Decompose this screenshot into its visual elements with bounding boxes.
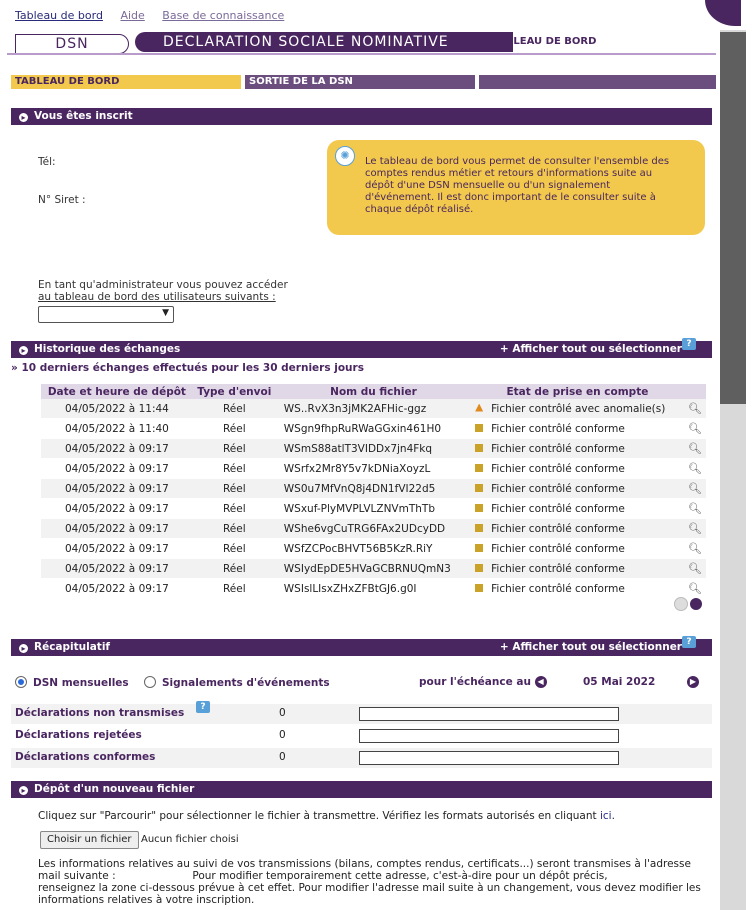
table-header-row: [41, 384, 706, 399]
upload-instructions: Cliquez sur "Parcourir" pour sélectionner le fichier à transmettre. Vérifiez les formats autorisés en cliquant ici.: [38, 810, 615, 822]
tab-dashboard[interactable]: TABLEAU DE BORD: [11, 75, 241, 89]
tab-bar: [11, 75, 716, 89]
page: [7, 26, 716, 910]
cell-date: 04/05/2022 à 11:44: [41, 399, 193, 419]
status-text: Fichier contrôlé conforme: [491, 422, 625, 435]
recap-label: Déclarations conformes: [15, 751, 156, 763]
check-icon: [475, 424, 483, 432]
chevron-down-icon: ▼: [162, 308, 169, 318]
cell-action: [684, 439, 706, 459]
magnifier-icon[interactable]: 🔍︎: [687, 562, 702, 575]
radio-unselected[interactable]: [144, 676, 156, 688]
deadline-label: [419, 676, 547, 688]
cell-type: Réel: [193, 479, 276, 499]
cell-filename: WSIslLIsxZHxZFBtGJ6.g0I: [276, 579, 471, 599]
progress-bar: [359, 729, 619, 743]
cell-status: [471, 399, 684, 419]
check-icon: [475, 544, 483, 552]
radio-selected[interactable]: [15, 676, 27, 688]
cell-status: [471, 519, 684, 539]
header-section-label: TABLEAU DE BORD: [492, 36, 597, 47]
cell-action: [684, 579, 706, 599]
info-text: Le tableau de bord vous permet de consulter l'ensemble des comptes rendus métier et retours d'informations suite au dépôt d'une DSN mensuelle ou d'un signalement d'événement. Il est donc important de le consulter suite à chaque dépôt réalisé.: [365, 156, 670, 215]
help-icon[interactable]: ?: [682, 636, 696, 648]
magnifier-icon[interactable]: 🔍︎: [687, 502, 702, 515]
table-row: [41, 439, 706, 459]
recap-value: 0: [279, 707, 286, 719]
radio-dsn-monthly[interactable]: [15, 676, 129, 689]
table-row: [41, 519, 706, 539]
cell-date: 04/05/2022 à 09:17: [41, 459, 193, 479]
upload-instructions-text: Cliquez sur "Parcourir" pour sélectionner le fichier à transmettre. Vérifiez les formats autorisés en cliquant: [38, 810, 597, 822]
status-text: Fichier contrôlé conforme: [491, 462, 625, 475]
section-recap-header: [11, 639, 712, 656]
recap-label: Déclarations rejetées: [15, 729, 142, 741]
status-text: Fichier contrôlé conforme: [491, 522, 625, 535]
cell-filename: WSfZCPocBHVT56B5KzR.RiY: [276, 539, 471, 559]
cell-date: 04/05/2022 à 09:17: [41, 499, 193, 519]
bullet-icon: ▸: [19, 644, 28, 653]
magnifier-icon[interactable]: 🔍︎: [687, 542, 702, 555]
cell-filename: WSrfx2Mr8Y5v7kDNiaXoyzL: [276, 459, 471, 479]
cell-status: [471, 539, 684, 559]
section-title: Dépôt d'un nouveau fichier: [34, 783, 195, 795]
cell-date: 04/05/2022 à 09:17: [41, 579, 193, 599]
cell-type: Réel: [193, 519, 276, 539]
cell-type: Réel: [193, 559, 276, 579]
user-select[interactable]: [38, 306, 174, 323]
radio-events[interactable]: [144, 676, 330, 689]
header-divider: [7, 53, 716, 55]
cell-type: Réel: [193, 499, 276, 519]
cell-action: [684, 479, 706, 499]
cell-type: Réel: [193, 439, 276, 459]
deadline-date: 05 Mai 2022: [583, 676, 656, 688]
status-text: Fichier contrôlé avec anomalie(s): [491, 402, 666, 415]
cell-date: 04/05/2022 à 11:40: [41, 419, 193, 439]
cell-status: [471, 559, 684, 579]
recap-label: Déclarations non transmises: [15, 707, 185, 719]
admin-text-line-2: au tableau de bord des utilisateurs suivants :: [38, 291, 276, 303]
cell-status: [471, 439, 684, 459]
cell-action: [684, 459, 706, 479]
bullet-icon: ▸: [19, 786, 28, 795]
email-info-line: informations relatives à votre inscription.: [38, 894, 255, 906]
help-icon[interactable]: ?: [682, 338, 696, 350]
cell-type: Réel: [193, 419, 276, 439]
app-title: DECLARATION SOCIALE NOMINATIVE: [135, 32, 513, 52]
magnifier-icon[interactable]: 🔍︎: [687, 582, 702, 595]
recap-row-not-sent: [11, 704, 712, 724]
history-subtitle: » 10 derniers échanges effectués pour les 30 derniers jours: [11, 362, 364, 374]
cell-status: [471, 499, 684, 519]
check-icon: [475, 504, 483, 512]
status-text: Fichier contrôlé conforme: [491, 542, 625, 555]
cell-filename: WSIydEpDE5HVaGCBRNUQmN3: [276, 559, 471, 579]
no-file-label: Aucun fichier choisi: [141, 834, 239, 845]
next-page-icon[interactable]: [690, 598, 702, 610]
cell-filename: WS..RvX3n3jMK2AFHic-ggz: [276, 399, 471, 419]
magnifier-icon[interactable]: 🔍︎: [687, 402, 702, 415]
next-deadline: [687, 676, 699, 688]
col-header-date: Date et heure de dépôt: [41, 384, 193, 399]
email-info-line: renseignez la zone ci-dessous prévue à cet effet. Pour modifier l'adresse mail suite à un changement, vous devez modifier les: [38, 882, 701, 894]
magnifier-icon[interactable]: 🔍︎: [687, 462, 702, 475]
bullet-icon: ▸: [19, 113, 28, 122]
show-all-button[interactable]: + Afficher tout ou sélectionner: [499, 641, 682, 653]
check-icon: [475, 564, 483, 572]
bullet-icon: ▸: [19, 346, 28, 355]
section-history-header: [11, 341, 712, 358]
top-navigation: [15, 9, 298, 22]
radio-label: Signalements d'événements: [162, 677, 330, 689]
pager: [672, 597, 702, 611]
cell-filename: WSgn9fhpRuRWaGGxin461H0: [276, 419, 471, 439]
table-row: [41, 399, 706, 419]
cell-date: 04/05/2022 à 09:17: [41, 479, 193, 499]
cell-action: [684, 519, 706, 539]
col-header-file: Nom du fichier: [276, 384, 471, 399]
lightbulb-icon: ✺: [335, 146, 355, 166]
warning-icon: [475, 404, 483, 412]
magnifier-icon[interactable]: 🔍︎: [687, 522, 702, 535]
app-logo-short: DSN: [15, 34, 129, 54]
cell-action: [684, 539, 706, 559]
section-title: Récapitulatif: [34, 641, 110, 653]
formats-link[interactable]: ici: [599, 810, 612, 822]
section-title: Historique des échanges: [34, 343, 181, 355]
cell-type: Réel: [193, 539, 276, 559]
recap-row-compliant: [11, 748, 712, 768]
history-table: [41, 384, 706, 599]
email-info-line: Les informations relatives au suivi de vos transmissions (bilans, comptes rendus, certificats...) seront transmises à l'adresse: [38, 858, 691, 870]
section-registered-header: [11, 108, 712, 125]
recap-row-rejected: [11, 726, 712, 746]
status-text: Fichier contrôlé conforme: [491, 582, 625, 595]
cell-type: Réel: [193, 459, 276, 479]
tab-empty: [479, 75, 716, 89]
tel-label: Tél:: [38, 156, 56, 168]
prev-page-icon[interactable]: [674, 597, 688, 611]
tab-exit-dsn[interactable]: SORTIE DE LA DSN: [245, 75, 475, 89]
cell-status: [471, 459, 684, 479]
cell-status: [471, 479, 684, 499]
cell-action: [684, 559, 706, 579]
table-row: [41, 539, 706, 559]
radio-label: DSN mensuelles: [33, 677, 129, 689]
progress-bar: [359, 751, 619, 765]
info-box: [327, 140, 705, 235]
cell-date: 04/05/2022 à 09:17: [41, 439, 193, 459]
cell-action: [684, 399, 706, 419]
prev-deadline-icon[interactable]: ◀: [535, 676, 547, 688]
nav-link-help[interactable]: Aide: [120, 9, 145, 22]
col-header-action: [684, 384, 706, 399]
table-row: [41, 479, 706, 499]
table-row: [41, 579, 706, 599]
check-icon: [475, 444, 483, 452]
show-all-button[interactable]: + Afficher tout ou sélectionner: [499, 343, 682, 355]
table-row: [41, 499, 706, 519]
status-text: Fichier contrôlé conforme: [491, 562, 625, 575]
scrollbar-thumb[interactable]: [720, 32, 746, 404]
help-icon[interactable]: ?: [196, 701, 210, 713]
nav-link-knowledge-base[interactable]: Base de connaissance: [162, 9, 285, 22]
check-icon: [475, 484, 483, 492]
status-text: Fichier contrôlé conforme: [491, 502, 625, 515]
email-info-paragraph: [38, 858, 708, 906]
siret-label: N° Siret :: [38, 194, 86, 206]
check-icon: [475, 584, 483, 592]
col-header-status: Etat de prise en compte: [471, 384, 684, 399]
check-icon: [475, 524, 483, 532]
cell-status: [471, 579, 684, 599]
deadline-label-text: pour l'échéance au: [419, 676, 531, 688]
recap-value: 0: [279, 729, 286, 741]
admin-text-line-1: En tant qu'administrateur vous pouvez accéder: [38, 279, 288, 291]
table-row: [41, 459, 706, 479]
cell-date: 04/05/2022 à 09:17: [41, 519, 193, 539]
nav-link-dashboard[interactable]: Tableau de bord: [15, 9, 103, 22]
cell-date: 04/05/2022 à 09:17: [41, 539, 193, 559]
check-icon: [475, 464, 483, 472]
cell-status: [471, 419, 684, 439]
table-row: [41, 559, 706, 579]
next-deadline-icon[interactable]: ▶: [687, 676, 699, 688]
choose-file-button[interactable]: Choisir un fichier: [40, 831, 139, 849]
cell-filename: WShe6vgCuTRG6FAx2UDcyDD: [276, 519, 471, 539]
cell-type: Réel: [193, 579, 276, 599]
status-text: Fichier contrôlé conforme: [491, 482, 625, 495]
app-header: [7, 32, 716, 54]
col-header-type: Type d'envoi: [193, 384, 276, 399]
corner-decoration: [705, 0, 741, 26]
cell-date: 04/05/2022 à 09:17: [41, 559, 193, 579]
magnifier-icon[interactable]: 🔍︎: [687, 442, 702, 455]
deadline-value: [583, 676, 655, 688]
section-title: Vous êtes inscrit: [34, 110, 133, 122]
section-upload-header: [11, 781, 712, 798]
cell-action: [684, 419, 706, 439]
cell-filename: WSxuf-PlyMVPLVLZNVmThTb: [276, 499, 471, 519]
cell-action: [684, 499, 706, 519]
magnifier-icon[interactable]: 🔍︎: [687, 422, 702, 435]
email-info-line: mail suivante : Pour modifier temporairement cette adresse, c'est-à-dire pour un dépôt précis,: [38, 870, 608, 882]
recap-value: 0: [279, 751, 286, 763]
cell-filename: WSmS88atlT3VIDDx7jn4Fkq: [276, 439, 471, 459]
status-text: Fichier contrôlé conforme: [491, 442, 625, 455]
magnifier-icon[interactable]: 🔍︎: [687, 482, 702, 495]
progress-bar: [359, 707, 619, 721]
cell-filename: WS0u7MfVnQ8j4DN1fVI22d5: [276, 479, 471, 499]
table-row: [41, 419, 706, 439]
cell-type: Réel: [193, 399, 276, 419]
